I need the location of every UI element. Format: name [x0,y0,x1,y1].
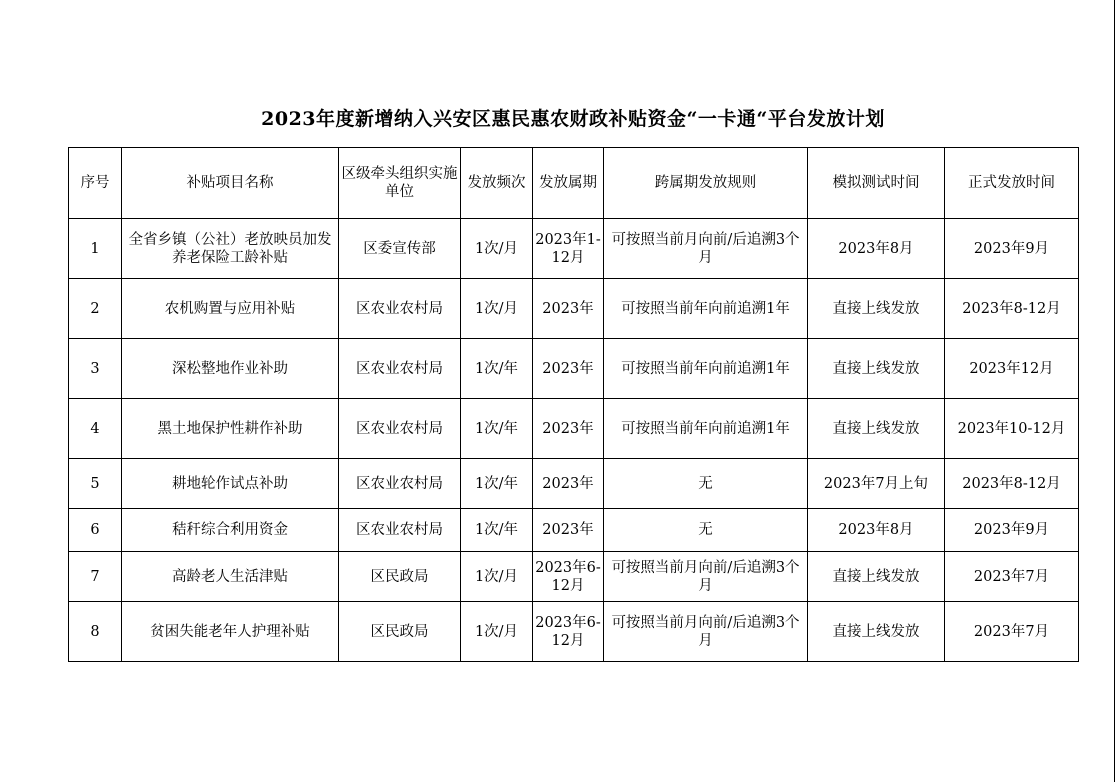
cell-unit: 区农业农村局 [339,399,461,459]
cell-project: 农机购置与应用补贴 [122,279,339,339]
cell-test-time: 2023年8月 [808,509,945,552]
table-row [69,509,1079,552]
header-project: 补贴项目名称 [122,148,339,219]
cell-release-time: 2023年10-12月 [945,399,1079,459]
header-frequency: 发放频次 [461,148,533,219]
cell-rule: 可按照当前月向前/后追溯3个月 [604,602,808,662]
cell-test-time: 直接上线发放 [808,279,945,339]
header-test-time: 模拟测试时间 [808,148,945,219]
cell-no: 4 [69,399,122,459]
cell-project: 秸秆综合利用资金 [122,509,339,552]
cell-unit: 区农业农村局 [339,459,461,509]
cell-test-time: 直接上线发放 [808,399,945,459]
cell-period: 2023年 [533,399,604,459]
distribution-plan-table [68,147,1079,662]
cell-no: 2 [69,279,122,339]
cell-rule: 可按照当前年向前追溯1年 [604,399,808,459]
cell-period: 2023年6-12月 [533,552,604,602]
table-row [69,399,1079,459]
cell-project: 深松整地作业补助 [122,339,339,399]
cell-frequency: 1次/月 [461,279,533,339]
cell-period: 2023年1-12月 [533,219,604,279]
cell-no: 3 [69,339,122,399]
cell-test-time: 直接上线发放 [808,552,945,602]
cell-no: 6 [69,509,122,552]
header-unit: 区级牵头组织实施单位 [339,148,461,219]
cell-project: 贫困失能老年人护理补贴 [122,602,339,662]
cell-test-time: 直接上线发放 [808,602,945,662]
table-header-row [69,148,1079,219]
cell-release-time: 2023年7月 [945,602,1079,662]
cell-unit: 区民政局 [339,602,461,662]
cell-no: 5 [69,459,122,509]
cell-frequency: 1次/年 [461,459,533,509]
table-row [69,602,1079,662]
cell-frequency: 1次/月 [461,219,533,279]
cell-rule: 无 [604,509,808,552]
page-title: 2023年度新增纳入兴安区惠民惠农财政补贴资金“一卡通“平台发放计划 [261,108,885,130]
cell-unit: 区农业农村局 [339,509,461,552]
cell-unit: 区委宣传部 [339,219,461,279]
cell-no: 1 [69,219,122,279]
header-rule: 跨属期发放规则 [604,148,808,219]
cell-frequency: 1次/年 [461,339,533,399]
cell-test-time: 直接上线发放 [808,339,945,399]
cell-release-time: 2023年8-12月 [945,459,1079,509]
cell-frequency: 1次/年 [461,509,533,552]
cell-rule: 可按照当前月向前/后追溯3个月 [604,219,808,279]
cell-project: 耕地轮作试点补助 [122,459,339,509]
cell-project: 高龄老人生活津贴 [122,552,339,602]
header-release-time: 正式发放时间 [945,148,1079,219]
cell-frequency: 1次/月 [461,602,533,662]
table-row [69,552,1079,602]
cell-frequency: 1次/年 [461,399,533,459]
cell-rule: 可按照当前月向前/后追溯3个月 [604,552,808,602]
cell-unit: 区民政局 [339,552,461,602]
table-row [69,459,1079,509]
cell-no: 8 [69,602,122,662]
cell-frequency: 1次/月 [461,552,533,602]
cell-release-time: 2023年9月 [945,219,1079,279]
cell-period: 2023年 [533,459,604,509]
cell-period: 2023年 [533,509,604,552]
cell-test-time: 2023年8月 [808,219,945,279]
header-period: 发放属期 [533,148,604,219]
header-no: 序号 [69,148,122,219]
table-row [69,219,1079,279]
cell-period: 2023年 [533,339,604,399]
cell-project: 全省乡镇（公社）老放映员加发养老保险工龄补贴 [122,219,339,279]
cell-test-time: 2023年7月上旬 [808,459,945,509]
table-row [69,339,1079,399]
cell-unit: 区农业农村局 [339,339,461,399]
cell-rule: 可按照当前年向前追溯1年 [604,339,808,399]
cell-rule: 可按照当前年向前追溯1年 [604,279,808,339]
cell-release-time: 2023年8-12月 [945,279,1079,339]
cell-no: 7 [69,552,122,602]
cell-period: 2023年 [533,279,604,339]
cell-release-time: 2023年9月 [945,509,1079,552]
page-edge-line [1114,0,1115,782]
cell-release-time: 2023年7月 [945,552,1079,602]
cell-rule: 无 [604,459,808,509]
cell-unit: 区农业农村局 [339,279,461,339]
cell-release-time: 2023年12月 [945,339,1079,399]
table-row [69,279,1079,339]
cell-project: 黑土地保护性耕作补助 [122,399,339,459]
cell-period: 2023年6-12月 [533,602,604,662]
